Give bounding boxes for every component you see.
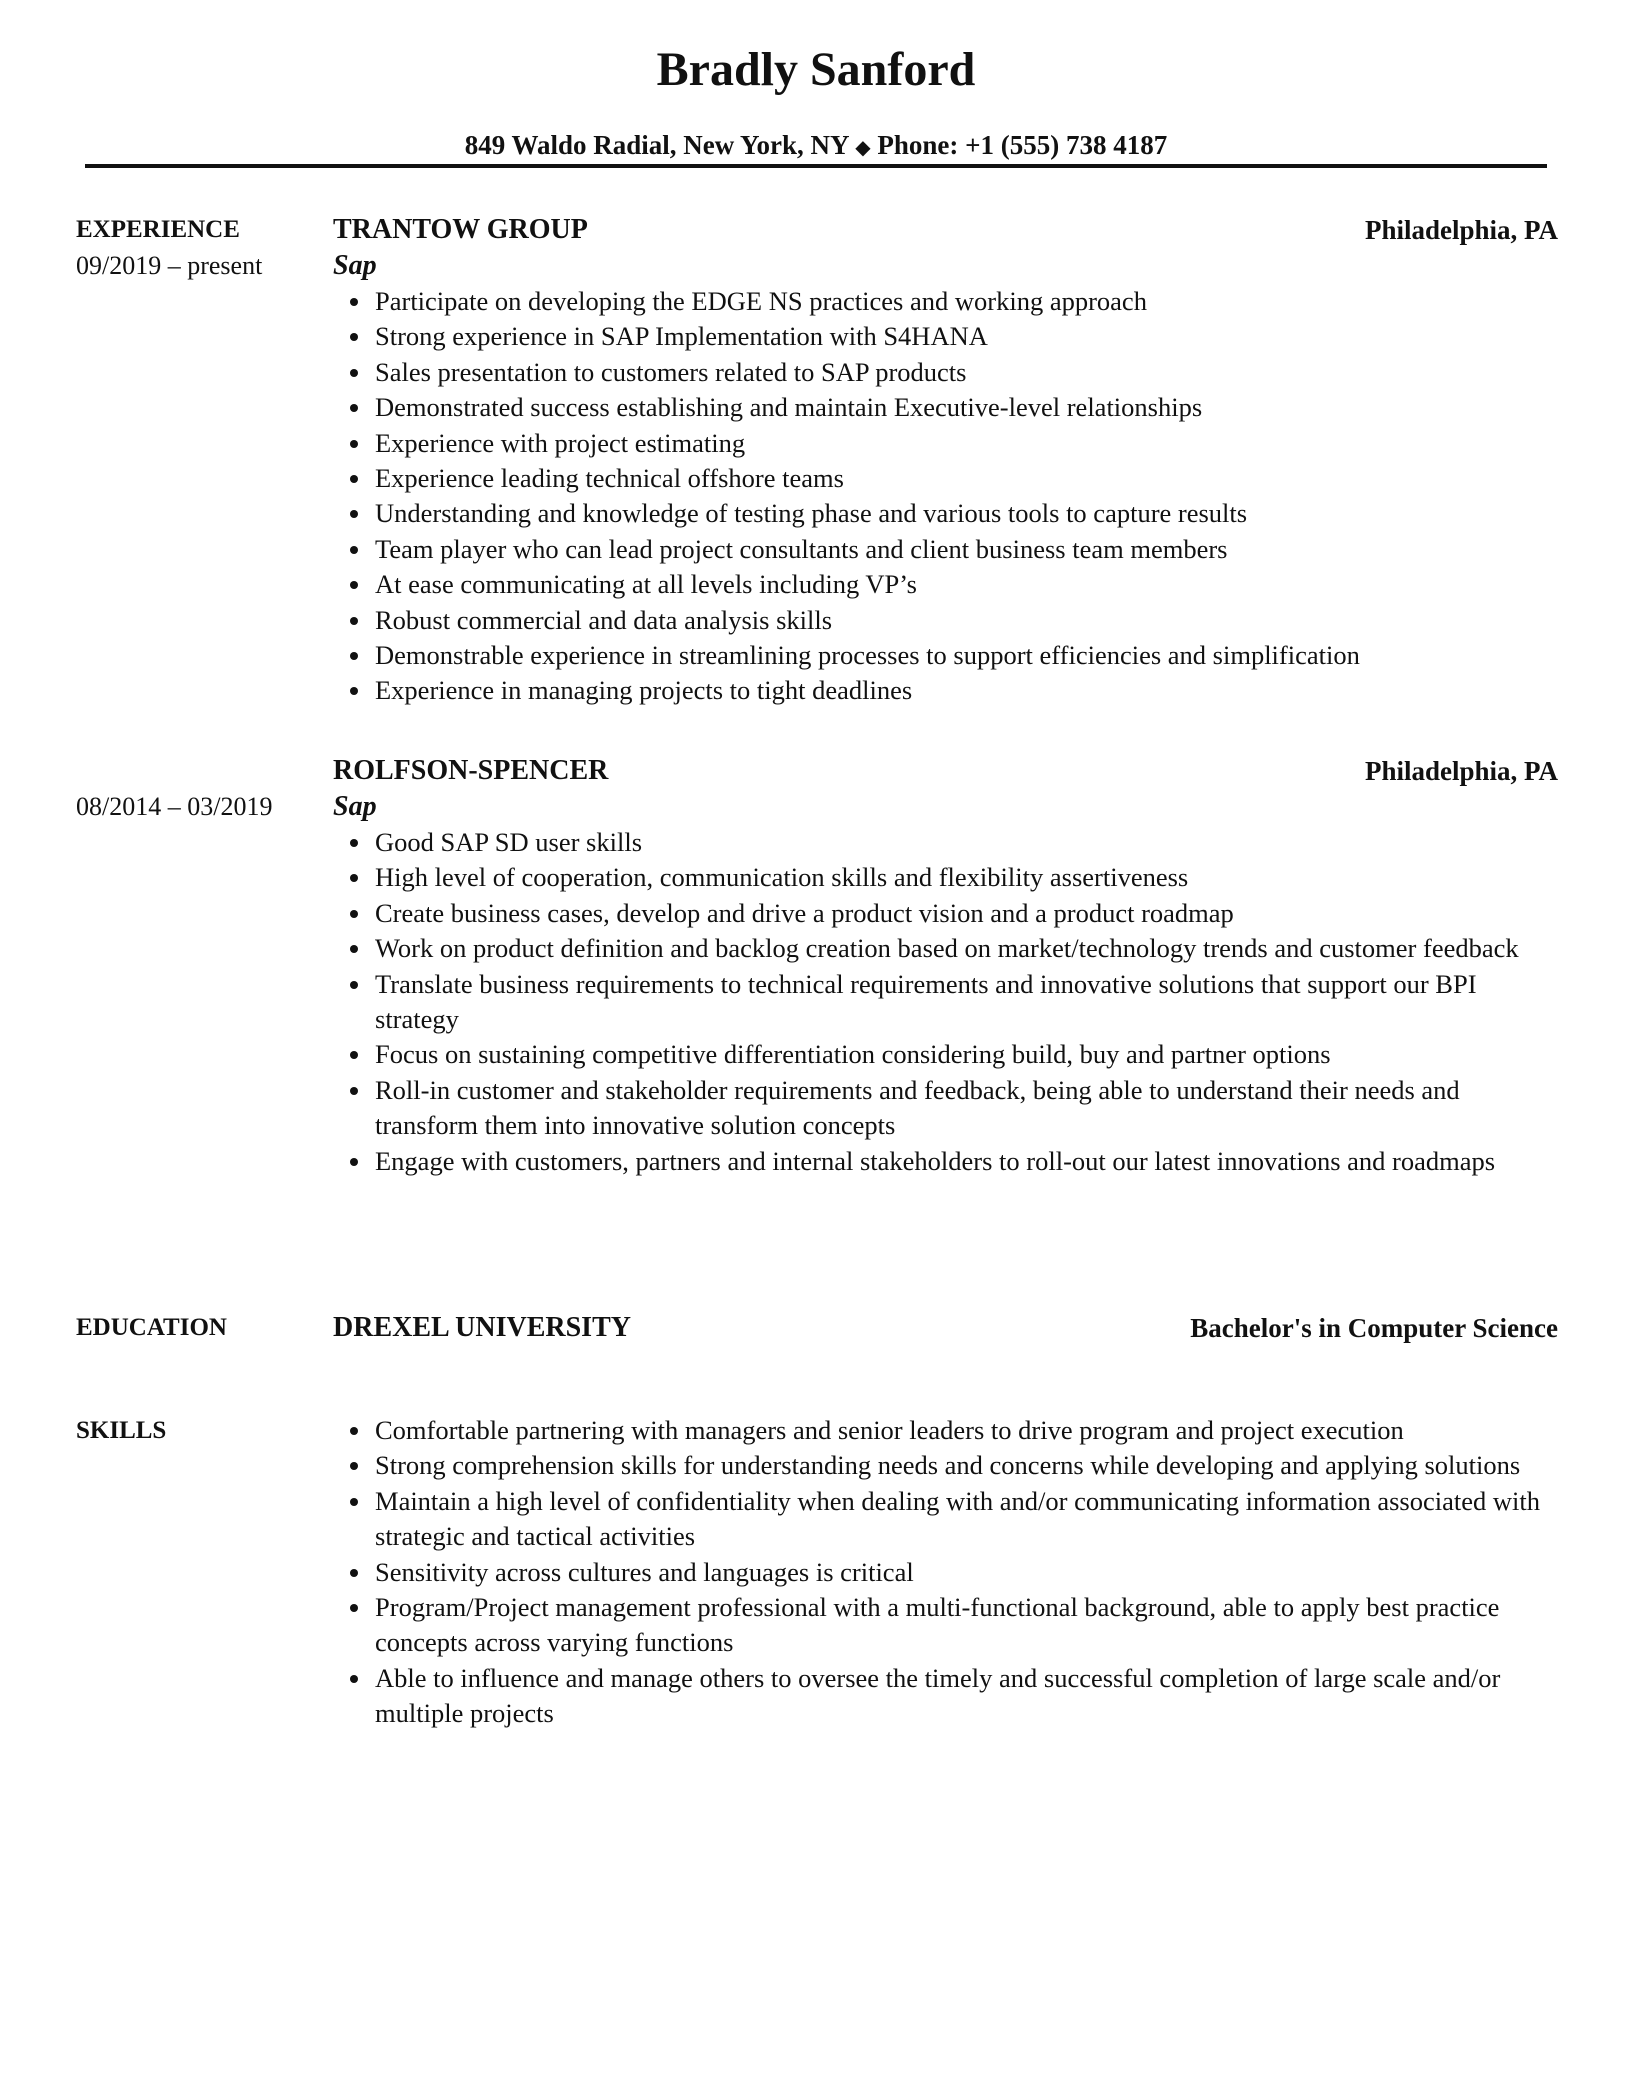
job-1-company: TRANTOW GROUP <box>333 214 588 245</box>
job-2-location: Philadelphia, PA <box>1364 756 1558 786</box>
job-1-location: Philadelphia, PA <box>1364 215 1558 245</box>
education-section-label: EDUCATION <box>76 1314 227 1341</box>
job-1-dates: 09/2019 – present <box>76 251 263 280</box>
job-1-bullets <box>333 284 1558 709</box>
bullet-item: Able to influence and manage others to oversee the timely and successful completion of large scale and/or multiple projects <box>375 1661 1558 1732</box>
bullet-item: Demonstrable experience in streamlining processes to support efficiencies and simplification <box>375 638 1558 673</box>
bullet-item: Focus on sustaining competitive differentiation considering build, buy and partner options <box>375 1037 1558 1072</box>
bullet-item: Experience with project estimating <box>375 426 1558 461</box>
bullet-item: Work on product definition and backlog creation based on market/technology trends and customer feedback <box>375 931 1558 966</box>
bullet-item: Engage with customers, partners and internal stakeholders to roll-out our latest innovations and roadmaps <box>375 1144 1558 1179</box>
bullet-item: Demonstrated success establishing and maintain Executive-level relationships <box>375 390 1558 425</box>
bullet-item: Understanding and knowledge of testing phase and various tools to capture results <box>375 496 1558 531</box>
education-header <box>333 1310 1558 1346</box>
bullet-item: High level of cooperation, communication skills and flexibility assertiveness <box>375 860 1558 895</box>
bullet-item: At ease communicating at all levels including VP’s <box>375 567 1558 602</box>
bullet-item: Good SAP SD user skills <box>375 825 1558 860</box>
education-entry <box>333 1310 1558 1346</box>
job-2 <box>333 753 1558 1179</box>
job-1-header <box>333 212 1558 248</box>
diamond-separator-icon: ◆ <box>855 137 871 159</box>
bullet-item: Program/Project management professional with a multi-functional background, able to apply best practice concepts across varying functions <box>375 1590 1558 1661</box>
bullet-item: Experience leading technical offshore teams <box>375 461 1558 496</box>
phone: Phone: +1 (555) 738 4187 <box>877 130 1168 160</box>
bullet-item: Experience in managing projects to tight deadlines <box>375 673 1558 708</box>
job-1-role: Sap <box>333 250 377 281</box>
skills-section-label: SKILLS <box>76 1417 167 1444</box>
bullet-item: Team player who can lead project consultants and client business team members <box>375 532 1558 567</box>
bullet-item: Sales presentation to customers related to SAP products <box>375 355 1558 390</box>
header-divider <box>85 164 1547 168</box>
bullet-item: Strong comprehension skills for understanding needs and concerns while developing and applying solutions <box>375 1448 1558 1483</box>
bullet-item: Maintain a high level of confidentiality when dealing with and/or communicating information associated with strategic and tactical activities <box>375 1484 1558 1555</box>
job-2-role: Sap <box>333 791 377 822</box>
job-2-company: ROLFSON-SPENCER <box>333 755 609 786</box>
skills-bullets <box>333 1413 1558 1732</box>
education-school: DREXEL UNIVERSITY <box>333 1312 631 1343</box>
address: 849 Waldo Radial, New York, NY <box>464 130 849 160</box>
experience-section-label: EXPERIENCE <box>76 216 240 243</box>
skills-entry <box>333 1413 1558 1732</box>
job-1 <box>333 212 1558 709</box>
bullet-item: Sensitivity across cultures and languages is critical <box>375 1555 1558 1590</box>
candidate-name: Bradly Sanford <box>656 43 976 96</box>
job-2-dates: 08/2014 – 03/2019 <box>76 792 273 821</box>
education-degree: Bachelor's in Computer Science <box>1190 1313 1558 1343</box>
bullet-item: Create business cases, develop and drive a product vision and a product roadmap <box>375 896 1558 931</box>
bullet-item: Strong experience in SAP Implementation with S4HANA <box>375 319 1558 354</box>
bullet-item: Roll-in customer and stakeholder requirements and feedback, being able to understand their needs and transform them into innovative solution concepts <box>375 1073 1558 1144</box>
bullet-item: Robust commercial and data analysis skills <box>375 603 1558 638</box>
job-2-header <box>333 753 1558 789</box>
contact-line <box>0 127 1632 166</box>
bullet-item: Comfortable partnering with managers and senior leaders to drive program and project execution <box>375 1413 1558 1448</box>
bullet-item: Translate business requirements to technical requirements and innovative solutions that support our BPI strategy <box>375 967 1558 1038</box>
job-2-bullets <box>333 825 1558 1179</box>
bullet-item: Participate on developing the EDGE NS practices and working approach <box>375 284 1558 319</box>
